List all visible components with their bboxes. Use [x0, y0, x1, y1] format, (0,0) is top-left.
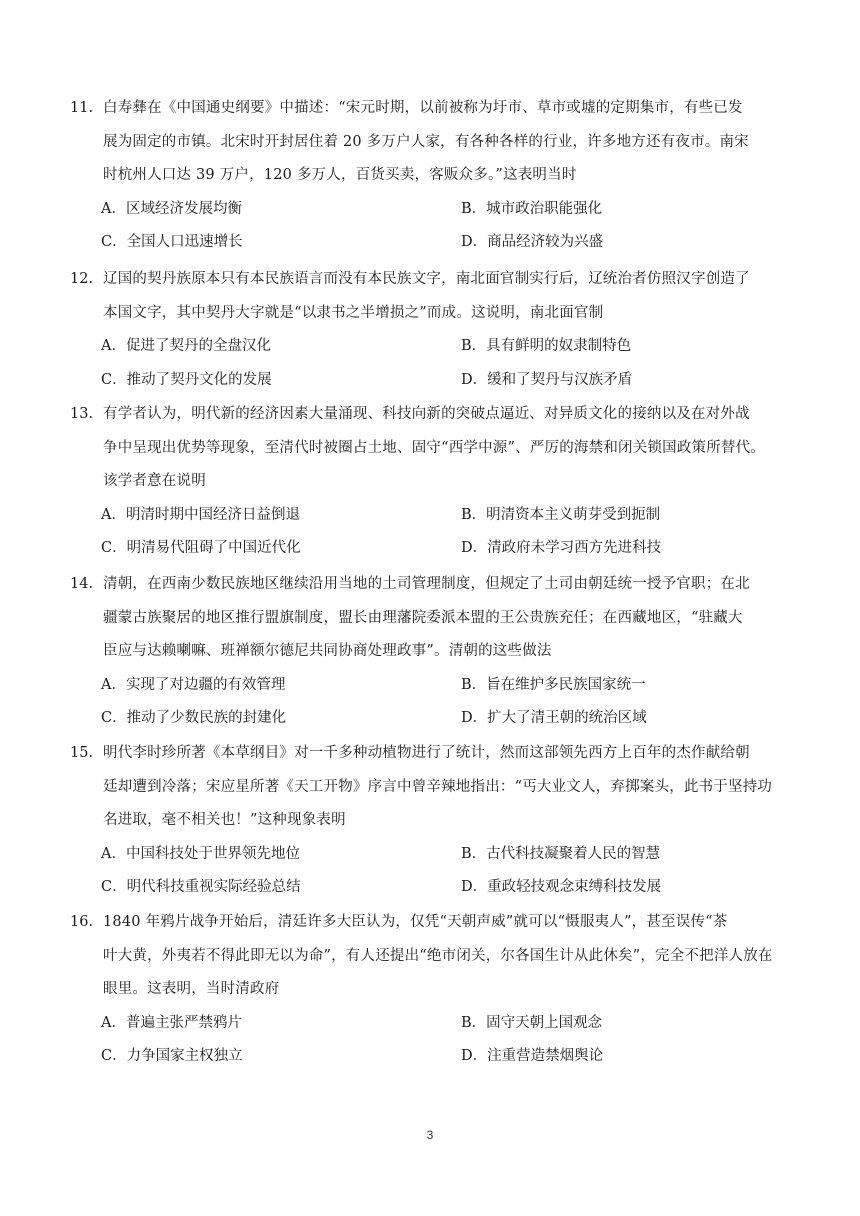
question-number: 13. [70, 406, 94, 422]
question-11 [70, 92, 803, 260]
answer-options [103, 499, 803, 566]
stem-line: 明代李时珍所著《本草纲目》对一千多种动植物进行了统计，然而这部领先西方上百年的杰作献给朝 [103, 745, 750, 761]
option-a[interactable]: A．明清时期中国经济日益倒退 [101, 506, 300, 523]
question-13 [70, 398, 803, 566]
question-stem [103, 398, 803, 499]
question-number: 16. [70, 914, 94, 930]
stem-line: 辽国的契丹族原本只有本民族语言而没有本民族文字，南北面官制实行后，辽统治者仿照汉字创造了 [103, 271, 750, 287]
question-14 [70, 568, 803, 736]
stem-line: 廷却遭到冷落；宋应星所著《天工开物》序言中曾辛辣地指出：“丐大业文人，弃掷案头，此书于坚持功 [103, 778, 773, 795]
option-b[interactable]: B．明清资本主义萌芽受到扼制 [461, 506, 661, 523]
option-d[interactable]: D．重政轻技观念束缚科技发展 [461, 879, 662, 896]
option-c[interactable]: C．全国人口迅速增长 [101, 234, 243, 251]
option-a[interactable]: A．区域经济发展均衡 [101, 200, 242, 217]
option-a[interactable]: A．普遍主张严禁鸦片 [101, 1014, 242, 1031]
option-b[interactable]: B．古代科技凝聚着人民的智慧 [461, 845, 661, 862]
stem-line: 疆蒙古族聚居的地区推行盟旗制度，盟长由理藩院委派本盟的王公贵族充任；在西藏地区，“驻藏大 [103, 609, 743, 626]
question-stem [103, 568, 803, 669]
answer-options [103, 330, 803, 397]
option-d[interactable]: D．商品经济较为兴盛 [461, 234, 604, 251]
option-c[interactable]: C．力争国家主权独立 [101, 1048, 243, 1065]
option-c[interactable]: C．推动了少数民族的封建化 [101, 710, 287, 727]
option-b[interactable]: B．具有鲜明的奴隶制特色 [461, 338, 632, 355]
stem-line: 时杭州人口达 39 万户，120 多万人，百货买卖，客贩众多。”这表明当时 [103, 167, 577, 184]
question-stem [103, 906, 803, 1007]
stem-line: 本国文字，其中契丹大字就是“以隶书之半增损之”而成。这说明，南北面官制 [103, 304, 604, 321]
question-stem [103, 263, 803, 330]
answer-options [103, 193, 803, 260]
option-d[interactable]: D．缓和了契丹与汉族矛盾 [461, 371, 633, 388]
option-b[interactable]: B．固守天朝上国观念 [461, 1014, 603, 1031]
question-12 [70, 263, 803, 397]
stem-line: 叶大黄，外夷若不得此即无以为命”，有人还提出“绝市闭关，尔各国生计从此休矣”，完全不把洋人放在 [103, 947, 773, 964]
page-number: 3 [426, 1128, 434, 1142]
option-b[interactable]: B．旨在维护多民族国家统一 [461, 676, 646, 693]
question-number: 11. [70, 100, 94, 116]
question-16 [70, 906, 803, 1074]
stem-line: 名进取，毫不相关也！”这种现象表明 [103, 812, 346, 829]
option-c[interactable]: C．明清易代阻碍了中国近代化 [101, 540, 301, 557]
stem-line: 眼里。这表明，当时清政府 [103, 981, 280, 998]
question-stem [103, 92, 803, 193]
option-c[interactable]: C．明代科技重视实际经验总结 [101, 879, 301, 896]
question-number: 15. [70, 745, 94, 761]
option-d[interactable]: D．清政府未学习西方先进科技 [461, 540, 662, 557]
option-d[interactable]: D．注重营造禁烟舆论 [461, 1048, 604, 1065]
question-number: 12. [70, 271, 94, 287]
option-a[interactable]: A．实现了对边疆的有效管理 [101, 676, 286, 693]
stem-line: 清朝，在西南少数民族地区继续沿用当地的土司管理制度，但规定了土司由朝廷统一授予官职；在北 [103, 576, 750, 592]
stem-line: 争中呈现出优势等现象，至清代时被圈占土地、固守“西学中源”、严厉的海禁和闭关锁国政策所替代。 [103, 439, 766, 456]
question-15 [70, 737, 803, 905]
stem-line: 臣应与达赖喇嘛、班禅额尔德尼共同协商处理政事”。清朝的这些做法 [103, 643, 552, 660]
stem-line: 展为固定的市镇。北宋时开封居住着 20 多万户人家，有各种各样的行业，许多地方还有夜市。南宋 [103, 133, 749, 150]
stem-line: 白寿彝在《中国通史纲要》中描述：“宋元时期，以前被称为圩市、草市或墟的定期集市，有些已发 [103, 100, 743, 116]
option-c[interactable]: C．推动了契丹文化的发展 [101, 371, 272, 388]
option-a[interactable]: A．促进了契丹的全盘汉化 [101, 338, 271, 355]
answer-options [103, 1007, 803, 1074]
option-d[interactable]: D．扩大了清王朝的统治区域 [461, 710, 647, 727]
option-a[interactable]: A．中国科技处于世界领先地位 [101, 845, 300, 862]
option-b[interactable]: B．城市政治职能强化 [461, 200, 603, 217]
stem-line: 1840 年鸦片战争开始后，清廷许多大臣认为，仅凭“天朝声威”就可以“慑服夷人”，甚至误传“茶 [103, 914, 728, 930]
answer-options [103, 669, 803, 736]
stem-line: 有学者认为，明代新的经济因素大量涌现、科技向新的突破点逼近、对异质文化的接纳以及在对外战 [103, 406, 750, 422]
question-stem [103, 737, 803, 838]
stem-line: 该学者意在说明 [103, 473, 206, 490]
question-number: 14. [70, 576, 94, 592]
answer-options [103, 838, 803, 905]
